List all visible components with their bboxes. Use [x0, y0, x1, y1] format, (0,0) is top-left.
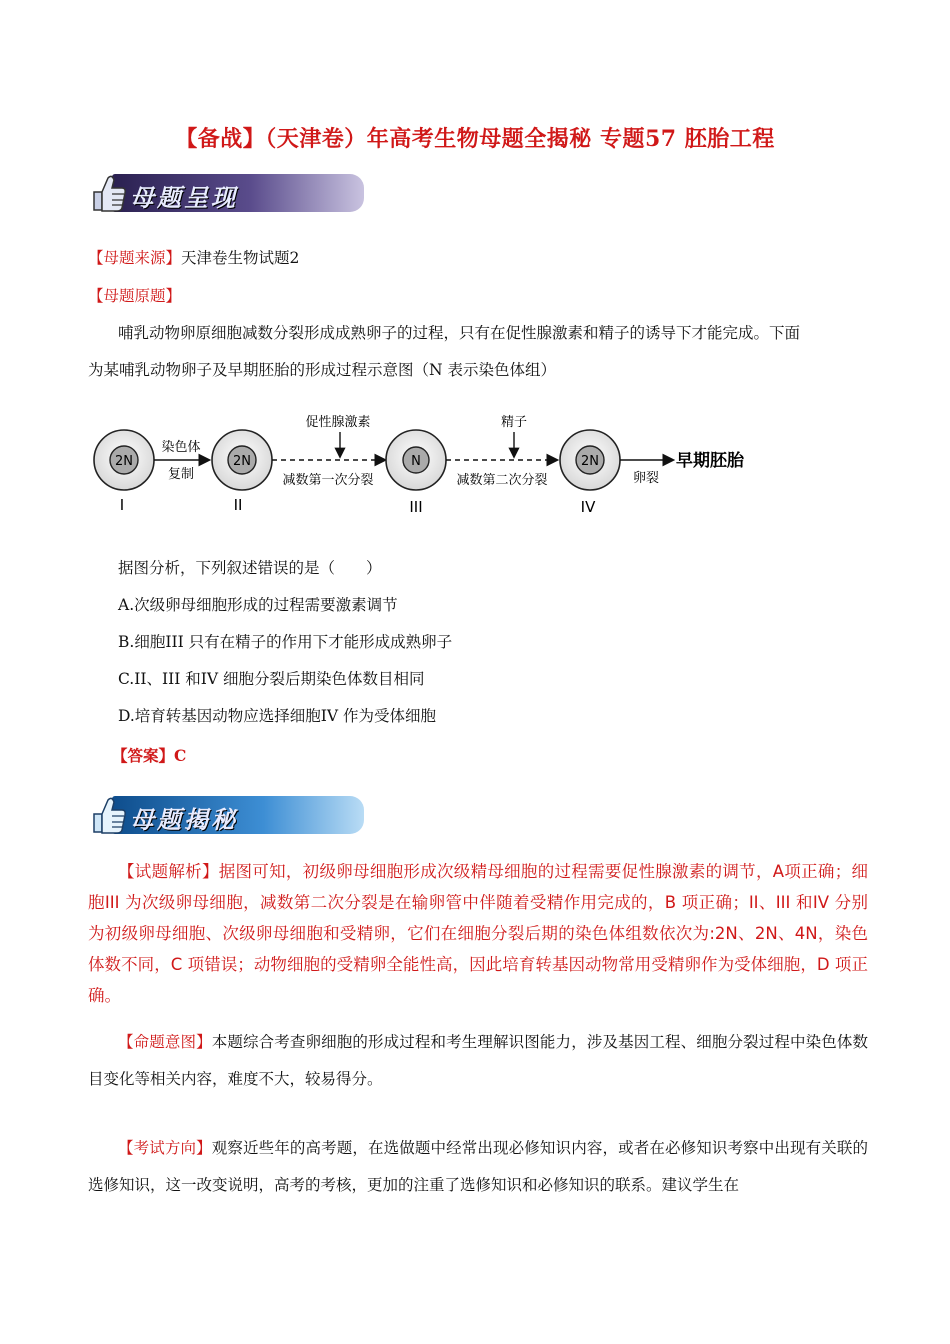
- cell-3: [386, 430, 446, 516]
- option-c: C.II、III 和IV 细胞分裂后期染色体数目相同: [118, 670, 425, 688]
- banner-label: 母题呈现: [130, 183, 238, 212]
- section-banner-2: [86, 792, 364, 838]
- source-line: [88, 248, 299, 268]
- arrow4-bottom-label: 卵裂: [632, 471, 660, 486]
- early-embryo-label: 早期胚胎: [676, 451, 744, 471]
- cell-1-ploidy: 2N: [115, 454, 133, 469]
- sperm-label: 精子: [500, 415, 528, 430]
- direction-tag: 【考试方向】: [118, 1139, 212, 1157]
- original-tag: 【母题原题】: [88, 287, 182, 305]
- thumbs-up-icon: [86, 170, 130, 216]
- hormone-label: 促性腺激素: [305, 415, 371, 430]
- answer-line: [112, 746, 186, 766]
- cell-3-label: III: [409, 498, 423, 516]
- cell-4-ploidy: 2N: [581, 454, 599, 469]
- cell-1: [94, 430, 154, 514]
- analysis-tag: 【试题解析】: [118, 862, 219, 881]
- question: 据图分析，下列叙述错误的是（ ）: [118, 559, 382, 577]
- stem-line-1: 哺乳动物卵原细胞减数分裂形成成熟卵子的过程，只有在促性腺激素和精子的诱导下才能完成。下面: [118, 324, 801, 342]
- analysis-paragraph: [88, 856, 868, 1011]
- intent-tag: 【命题意图】: [118, 1033, 212, 1051]
- banner-label: 母题揭秘: [130, 805, 238, 834]
- stem-line-2: 为某哺乳动物卵子及早期胚胎的形成过程示意图（N 表示染色体组）: [88, 361, 556, 379]
- answer-tag: 【答案】: [112, 746, 175, 765]
- arrow1-top-label: 染色体: [161, 440, 201, 455]
- thumbs-up-icon: [86, 792, 130, 838]
- option-a: A.次级卵母细胞形成的过程需要激素调节: [118, 596, 398, 614]
- option-d: D.培育转基因动物应选择细胞IV 作为受体细胞: [118, 707, 437, 725]
- cell-4-label: IV: [580, 498, 596, 516]
- arrow1-bottom-label: 复制: [167, 467, 195, 482]
- intent-paragraph: [88, 1024, 868, 1098]
- cell-3-ploidy: N: [411, 454, 421, 469]
- arrow3-bottom-label: 减数第二次分裂: [456, 473, 548, 488]
- cell-4: [560, 430, 620, 516]
- section-banner-1: [86, 170, 364, 216]
- analysis-text: 据图可知，初级卵母细胞形成次级精母细胞的过程需要促性腺激素的调节，A项正确；细胞III 为次级卵母细胞，减数第二次分裂是在输卵管中伴随着受精作用完成的，B 项正确；II、III 和IV 分别为初级卵母细胞、次级卵母细胞和受精卵，它们在细胞分裂后期的染色体组数依次为:2N、2N、4N，染色体数不同，C 项错误；动物细胞的受精卵全能性高，因此培育转基因动物常用受精卵作为受体细胞，D 项正确。: [88, 862, 868, 1005]
- intent-text: 本题综合考查卵细胞的形成过程和考生理解识图能力，涉及基因工程、细胞分裂过程中染色体数目变化等相关内容，难度不大，较易得分。: [88, 1033, 868, 1088]
- page-title: 【备战】（天津卷）年高考生物母题全揭秘 专题57 胚胎工程: [175, 126, 775, 152]
- option-b: B.细胞III 只有在精子的作用下才能形成成熟卵子: [118, 633, 453, 651]
- cell-2-label: II: [233, 496, 243, 514]
- source-tag: 【母题来源】: [88, 249, 182, 267]
- cell-2-ploidy: 2N: [233, 454, 251, 469]
- cell-2: [212, 430, 272, 514]
- direction-paragraph: [88, 1130, 868, 1204]
- answer-value: C: [174, 746, 187, 765]
- arrow2-bottom-label: 减数第一次分裂: [282, 473, 374, 488]
- direction-text: 观察近些年的高考题，在选做题中经常出现必修知识内容，或者在必修知识考察中出现有关联的选修知识，这一改变说明，高考的考核，更加的注重了选修知识和必修知识的联系。建议学生在: [88, 1139, 868, 1194]
- source-text: 天津卷生物试题2: [181, 249, 300, 267]
- oocyte-formation-diagram: [88, 408, 808, 520]
- cell-1-label: I: [119, 496, 125, 514]
